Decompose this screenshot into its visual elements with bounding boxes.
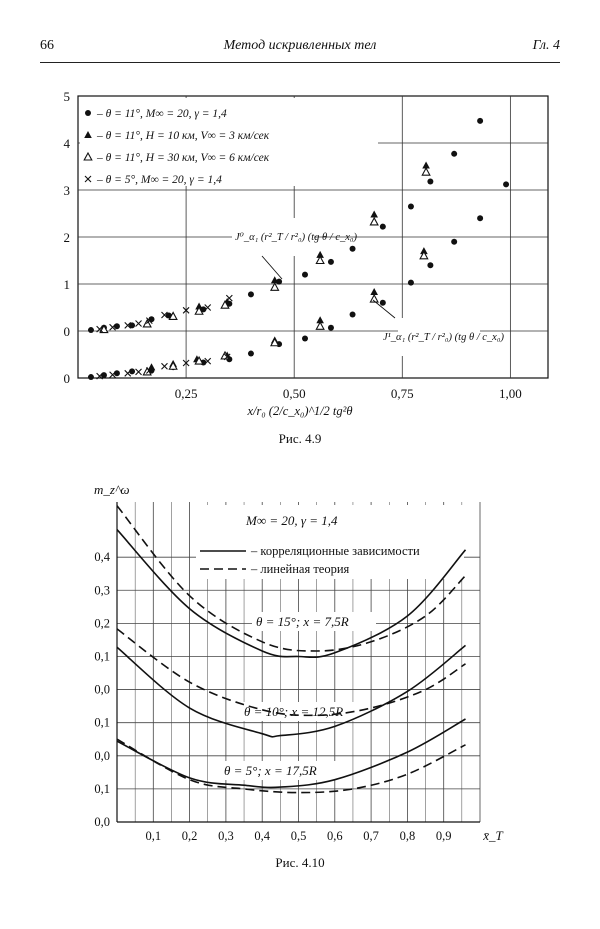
running-title: Метод искривленных тел xyxy=(223,38,377,53)
fig1-y-tick: 0 xyxy=(63,324,70,339)
fig1-legend-label: – θ = 11°, H = 10 км, V∞ = 3 км/сек xyxy=(97,130,270,142)
fig1-point xyxy=(88,327,94,333)
fig1-point xyxy=(370,218,378,225)
fig2-x-tick: 0,5 xyxy=(290,829,307,843)
fig1-x-tick: 0,50 xyxy=(282,386,306,401)
fig2-legend-label: – корреляционные зависимости xyxy=(251,544,420,558)
fig2-x-axis-label: x̄_T xyxy=(483,828,503,843)
fig1-point xyxy=(350,246,356,252)
fig1-point xyxy=(148,363,156,370)
fig2-params: M∞ = 20, γ = 1,4 xyxy=(246,513,338,528)
fig1-annotation-leader xyxy=(262,256,282,279)
fig2-y-tick: 0,1 xyxy=(94,781,110,796)
fig1-point xyxy=(427,262,433,268)
fig1-point xyxy=(427,179,433,185)
fig2-y-tick: 0,0 xyxy=(94,815,110,829)
fig1-point xyxy=(248,351,254,357)
fig2-y-tick: 0,3 xyxy=(94,583,110,598)
fig2-x-tick: 0,7 xyxy=(363,829,379,843)
fig2-y-tick: 0,0 xyxy=(94,682,110,697)
fig2-curve-label: θ = 5°; x = 17,5R xyxy=(224,763,317,778)
fig2-x-tick: 0,8 xyxy=(399,829,416,843)
fig2-y-axis-label: m_z^ω xyxy=(94,482,130,497)
fig1-point xyxy=(451,239,457,245)
fig1-point xyxy=(477,118,483,124)
fig1-y-tick: 2 xyxy=(63,230,70,245)
fig1-point xyxy=(302,336,308,342)
fig1-point xyxy=(408,203,414,209)
fig2-curve-label: θ = 15°; x = 7,5R xyxy=(256,614,349,629)
fig1-point xyxy=(477,215,483,221)
fig1-point xyxy=(328,259,334,265)
fig1-legend-label: – θ = 5°, M∞ = 20, γ = 1,4 xyxy=(97,174,222,186)
page-number: 66 xyxy=(40,38,54,53)
fig2-x-tick: 0,4 xyxy=(254,829,271,843)
fig1-x-axis-label: x/r₀ (2/c_x₀)^1/2 tg²θ xyxy=(247,404,353,418)
fig1-y-tick: 3 xyxy=(63,183,70,198)
fig2-x-tick: 0,9 xyxy=(435,829,452,843)
fig1-point xyxy=(350,312,356,318)
fig1-point xyxy=(370,210,378,217)
fig1-annotation-lower: J¹_α₁ (r²_T / r²₀) (tg θ / c_x₀) xyxy=(383,332,504,343)
fig1-legend-label: – θ = 11°, M∞ = 20, γ = 1,4 xyxy=(97,108,227,120)
fig1-point xyxy=(380,300,386,306)
fig1-point xyxy=(328,325,334,331)
fig1-y-tick: 4 xyxy=(63,136,70,151)
fig1-point xyxy=(408,280,414,286)
fig2-y-tick: 0,1 xyxy=(94,649,110,664)
fig1-x-tick: 1,00 xyxy=(499,386,522,401)
fig1-x-tick: 0,25 xyxy=(174,386,198,401)
fig1-y-tick: 1 xyxy=(63,277,70,292)
fig1-x-tick: 0,75 xyxy=(390,386,414,401)
fig1-point xyxy=(248,291,254,297)
fig1-y-tick: 5 xyxy=(63,89,70,104)
fig1-point xyxy=(422,168,430,175)
fig2-x-tick: 0,3 xyxy=(218,829,234,843)
fig2-y-tick: 0,1 xyxy=(94,715,110,730)
fig2-y-tick: 0,4 xyxy=(94,550,110,565)
fig2-y-tick: 0,0 xyxy=(94,748,110,763)
fig1-point xyxy=(114,370,120,376)
fig2-x-tick: 0,2 xyxy=(181,829,198,843)
fig1-point xyxy=(88,374,94,380)
fig1-legend-marker xyxy=(85,110,91,116)
fig1-point xyxy=(380,224,386,230)
fig2-legend-label: – линейная теория xyxy=(251,562,350,576)
fig1-point xyxy=(316,322,324,329)
chapter-label: Гл. 4 xyxy=(532,38,560,53)
fig1-point xyxy=(451,151,457,157)
fig2-curve-label: θ = 10°; x = 12,5R xyxy=(244,704,344,719)
fig1-point xyxy=(114,323,120,329)
fig1-point xyxy=(302,272,308,278)
fig2-x-tick: 0,6 xyxy=(326,829,343,843)
fig2-caption: Рис. 4.10 xyxy=(275,855,325,870)
fig2-y-tick: 0,2 xyxy=(94,616,110,631)
fig1-legend-label: – θ = 11°, H = 30 км, V∞ = 6 км/сек xyxy=(97,152,270,164)
fig2-x-tick: 0,1 xyxy=(145,829,162,843)
fig1-y-tick-secondary: 0 xyxy=(63,371,70,386)
fig1-point xyxy=(503,181,509,187)
fig2-curve-solid xyxy=(117,645,466,736)
fig1-annotation-upper: J⁰_α₁ (r²_T / r²₀) (tg θ / c_x₀) xyxy=(235,232,358,243)
fig1-point xyxy=(101,372,107,378)
fig1-caption: Рис. 4.9 xyxy=(278,431,322,446)
